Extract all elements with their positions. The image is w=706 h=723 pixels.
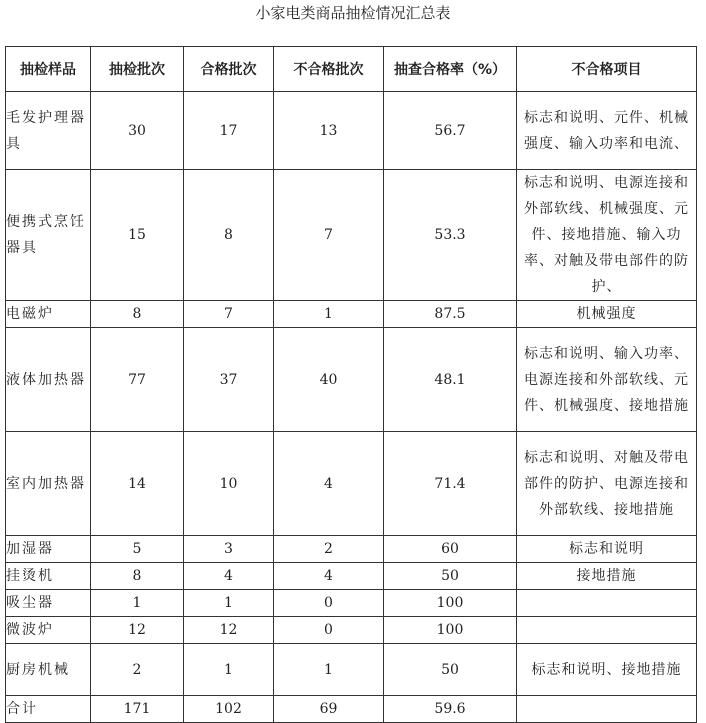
header-row: [6, 47, 697, 92]
failed-items-cell: 接地措施: [517, 563, 697, 590]
header-passed: 合格批次: [184, 47, 274, 92]
table-row: [6, 563, 697, 590]
rate-cell: 87.5: [384, 301, 517, 328]
failed-items-cell: 标志和说明、元件、机械强度、输入功率和电流、: [517, 92, 697, 170]
batches-cell: 5: [91, 536, 184, 563]
passed-cell: 37: [184, 328, 274, 432]
failed-cell: 0: [274, 590, 384, 617]
table-row: [6, 617, 697, 644]
rate-cell: 59.6: [384, 696, 517, 723]
total-row: [6, 696, 697, 723]
rate-cell: 53.3: [384, 170, 517, 301]
sample-cell: 室内加热器: [6, 432, 91, 536]
failed-cell: 4: [274, 432, 384, 536]
header-failed-items: 不合格项目: [517, 47, 697, 92]
failed-cell: 40: [274, 328, 384, 432]
failed-items-cell: 标志和说明、接地措施: [517, 644, 697, 696]
sample-cell: 厨房机械: [6, 644, 91, 696]
passed-cell: 3: [184, 536, 274, 563]
sample-cell: 吸尘器: [6, 590, 91, 617]
failed-cell: 0: [274, 617, 384, 644]
failed-items-cell: 标志和说明、对触及带电部件的防护、电源连接和外部软线、接地措施: [517, 432, 697, 536]
passed-cell: 10: [184, 432, 274, 536]
rate-cell: 60: [384, 536, 517, 563]
header-rate: 抽查合格率（%）: [384, 47, 517, 92]
table-row: [6, 536, 697, 563]
header-failed: 不合格批次: [274, 47, 384, 92]
failed-items-cell: 标志和说明、电源连接和外部软线、机械强度、元件、接地措施、输入功率、对触及带电部件的防护、: [517, 170, 697, 301]
rate-cell: 100: [384, 617, 517, 644]
failed-cell: 4: [274, 563, 384, 590]
table-row: [6, 432, 697, 536]
failed-items-cell: 标志和说明: [517, 536, 697, 563]
failed-items-cell: [517, 590, 697, 617]
table-row: [6, 170, 697, 301]
failed-items-cell: [517, 696, 697, 723]
table-row: [6, 301, 697, 328]
sample-cell: 电磁炉: [6, 301, 91, 328]
sample-cell: 挂烫机: [6, 563, 91, 590]
batches-cell: 8: [91, 563, 184, 590]
failed-cell: 1: [274, 301, 384, 328]
passed-cell: 4: [184, 563, 274, 590]
failed-cell: 2: [274, 536, 384, 563]
failed-cell: 13: [274, 92, 384, 170]
batches-cell: 12: [91, 617, 184, 644]
batches-cell: 77: [91, 328, 184, 432]
sample-cell: 合计: [6, 696, 91, 723]
header-sample: 抽检样品: [6, 47, 91, 92]
failed-cell: 1: [274, 644, 384, 696]
table-row: [6, 328, 697, 432]
failed-items-cell: [517, 617, 697, 644]
rate-cell: 50: [384, 563, 517, 590]
passed-cell: 7: [184, 301, 274, 328]
failed-cell: 69: [274, 696, 384, 723]
table-row: [6, 92, 697, 170]
batches-cell: 14: [91, 432, 184, 536]
rate-cell: 48.1: [384, 328, 517, 432]
failed-items-cell: 标志和说明、输入功率、电源连接和外部软线、元件、机械强度、接地措施: [517, 328, 697, 432]
batches-cell: 15: [91, 170, 184, 301]
sample-cell: 液体加热器: [6, 328, 91, 432]
table-row: [6, 590, 697, 617]
batches-cell: 8: [91, 301, 184, 328]
table-title: 小家电类商品抽检情况汇总表: [255, 4, 451, 22]
passed-cell: 1: [184, 590, 274, 617]
passed-cell: 12: [184, 617, 274, 644]
rate-cell: 71.4: [384, 432, 517, 536]
table-row: [6, 644, 697, 696]
sample-cell: 便携式烹饪器具: [6, 170, 91, 301]
passed-cell: 8: [184, 170, 274, 301]
batches-cell: 2: [91, 644, 184, 696]
passed-cell: 17: [184, 92, 274, 170]
batches-cell: 1: [91, 590, 184, 617]
failed-items-cell: 机械强度: [517, 301, 697, 328]
batches-cell: 171: [91, 696, 184, 723]
passed-cell: 1: [184, 644, 274, 696]
passed-cell: 102: [184, 696, 274, 723]
batches-cell: 30: [91, 92, 184, 170]
sample-cell: 毛发护理器具: [6, 92, 91, 170]
inspection-summary-table: [5, 46, 697, 723]
failed-cell: 7: [274, 170, 384, 301]
rate-cell: 100: [384, 590, 517, 617]
sample-cell: 微波炉: [6, 617, 91, 644]
header-batches: 抽检批次: [91, 47, 184, 92]
rate-cell: 56.7: [384, 92, 517, 170]
sample-cell: 加湿器: [6, 536, 91, 563]
rate-cell: 50: [384, 644, 517, 696]
